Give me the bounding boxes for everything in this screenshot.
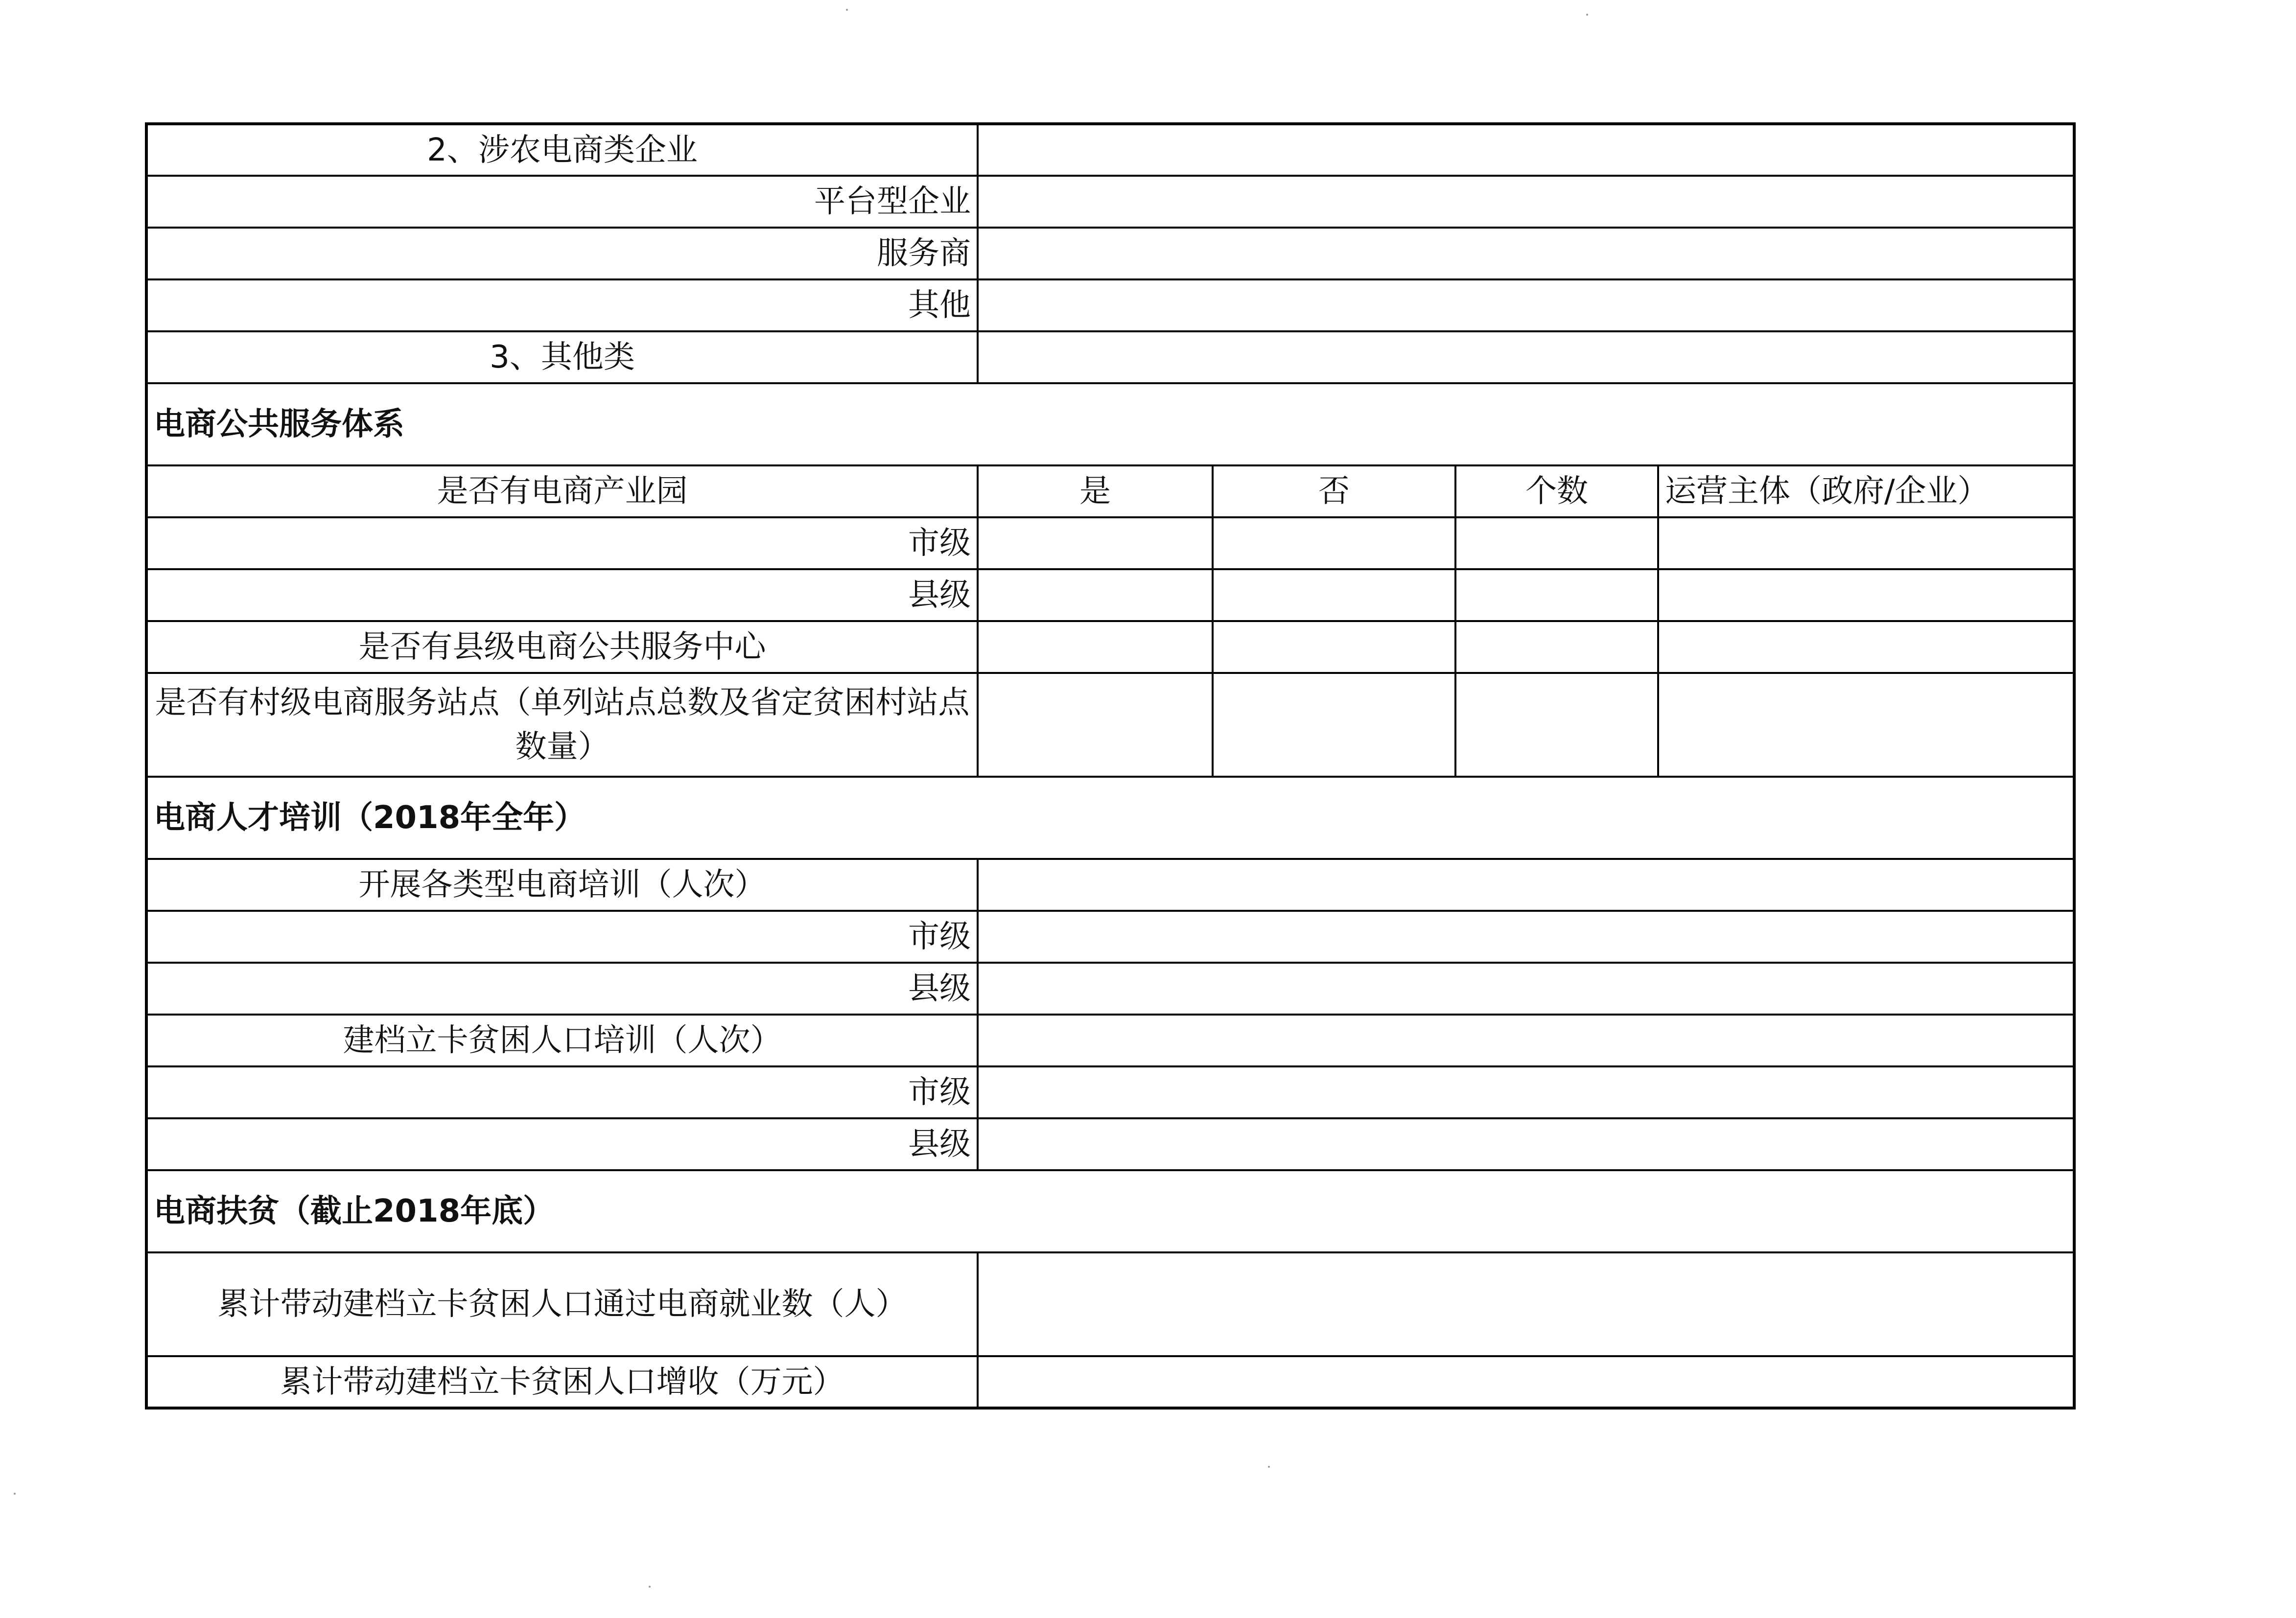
header-industrial-park: 是否有电商产业园: [146, 465, 978, 517]
table-header-row: [146, 465, 2074, 517]
row-label-other-category: 3、其他类: [146, 331, 978, 383]
row-label-city-level: 市级: [146, 911, 978, 963]
value-cell[interactable]: [978, 911, 2074, 963]
form-sheet: [145, 122, 2073, 1409]
value-cell[interactable]: [978, 228, 2074, 279]
table-row: [146, 517, 2074, 569]
yes-cell[interactable]: [978, 673, 1213, 777]
row-label-county-level: 县级: [146, 569, 978, 621]
table-row: [146, 331, 2074, 383]
operator-cell[interactable]: [1658, 673, 2074, 777]
value-cell[interactable]: [978, 963, 2074, 1015]
header-count: 个数: [1455, 465, 1658, 517]
row-label-other: 其他: [146, 279, 978, 331]
table-row: [146, 228, 2074, 279]
row-label-agri-ecommerce-enterprise: 2、涉农电商类企业: [146, 124, 978, 176]
row-label-county-level: 县级: [146, 963, 978, 1015]
count-cell[interactable]: [1455, 673, 1658, 777]
yes-cell[interactable]: [978, 569, 1213, 621]
header-operator: 运营主体（政府/企业）: [1658, 465, 2074, 517]
section-header-row: [146, 777, 2074, 859]
table-row: [146, 1066, 2074, 1118]
operator-cell[interactable]: [1658, 569, 2074, 621]
row-label-platform-enterprise: 平台型企业: [146, 176, 978, 228]
no-cell[interactable]: [1213, 569, 1455, 621]
section-header-row: [146, 1170, 2074, 1252]
scan-speck: [649, 1586, 651, 1588]
operator-cell[interactable]: [1658, 621, 2074, 673]
no-cell[interactable]: [1213, 673, 1455, 777]
section-title-poverty-alleviation: 电商扶贫（截止2018年底）: [146, 1170, 2074, 1252]
table-row: [146, 176, 2074, 228]
value-cell[interactable]: [978, 176, 2074, 228]
value-cell[interactable]: [978, 1356, 2074, 1408]
value-cell[interactable]: [978, 1118, 2074, 1170]
row-label-training-sessions: 开展各类型电商培训（人次）: [146, 859, 978, 911]
value-cell[interactable]: [978, 1066, 2074, 1118]
value-cell[interactable]: [978, 331, 2074, 383]
value-cell[interactable]: [978, 859, 2074, 911]
row-label-county-level: 县级: [146, 1118, 978, 1170]
row-label-employment-count: 累计带动建档立卡贫困人口通过电商就业数（人）: [146, 1252, 978, 1356]
value-cell[interactable]: [978, 1015, 2074, 1066]
scan-speck: [1586, 14, 1588, 16]
row-label-village-service-station: 是否有村级电商服务站点（单列站点总数及省定贫困村站点数量）: [146, 673, 978, 777]
table-row: [146, 963, 2074, 1015]
section-header-row: [146, 383, 2074, 465]
yes-cell[interactable]: [978, 517, 1213, 569]
table-row: [146, 124, 2074, 176]
row-label-income-increase: 累计带动建档立卡贫困人口增收（万元）: [146, 1356, 978, 1408]
table-row: [146, 1015, 2074, 1066]
section-title-training: 电商人才培训（2018年全年）: [146, 777, 2074, 859]
header-no: 否: [1213, 465, 1455, 517]
value-cell[interactable]: [978, 124, 2074, 176]
table-row: [146, 621, 2074, 673]
count-cell[interactable]: [1455, 569, 1658, 621]
row-label-service-provider: 服务商: [146, 228, 978, 279]
scan-speck: [14, 1493, 16, 1495]
header-yes: 是: [978, 465, 1213, 517]
operator-cell[interactable]: [1658, 517, 2074, 569]
section-title-public-service: 电商公共服务体系: [146, 383, 2074, 465]
table-row: [146, 1118, 2074, 1170]
scan-speck: [1268, 1466, 1270, 1468]
table-row: [146, 569, 2074, 621]
no-cell[interactable]: [1213, 621, 1455, 673]
ecommerce-statistics-table: [145, 122, 2076, 1410]
table-row: [146, 673, 2074, 777]
scan-speck: [846, 9, 848, 11]
count-cell[interactable]: [1455, 517, 1658, 569]
count-cell[interactable]: [1455, 621, 1658, 673]
row-label-county-service-center: 是否有县级电商公共服务中心: [146, 621, 978, 673]
table-row: [146, 1356, 2074, 1408]
row-label-city-level: 市级: [146, 1066, 978, 1118]
value-cell[interactable]: [978, 279, 2074, 331]
yes-cell[interactable]: [978, 621, 1213, 673]
table-row: [146, 859, 2074, 911]
row-label-city-level: 市级: [146, 517, 978, 569]
no-cell[interactable]: [1213, 517, 1455, 569]
table-row: [146, 279, 2074, 331]
table-row: [146, 911, 2074, 963]
table-row: [146, 1252, 2074, 1356]
value-cell[interactable]: [978, 1252, 2074, 1356]
row-label-poor-population-training: 建档立卡贫困人口培训（人次）: [146, 1015, 978, 1066]
